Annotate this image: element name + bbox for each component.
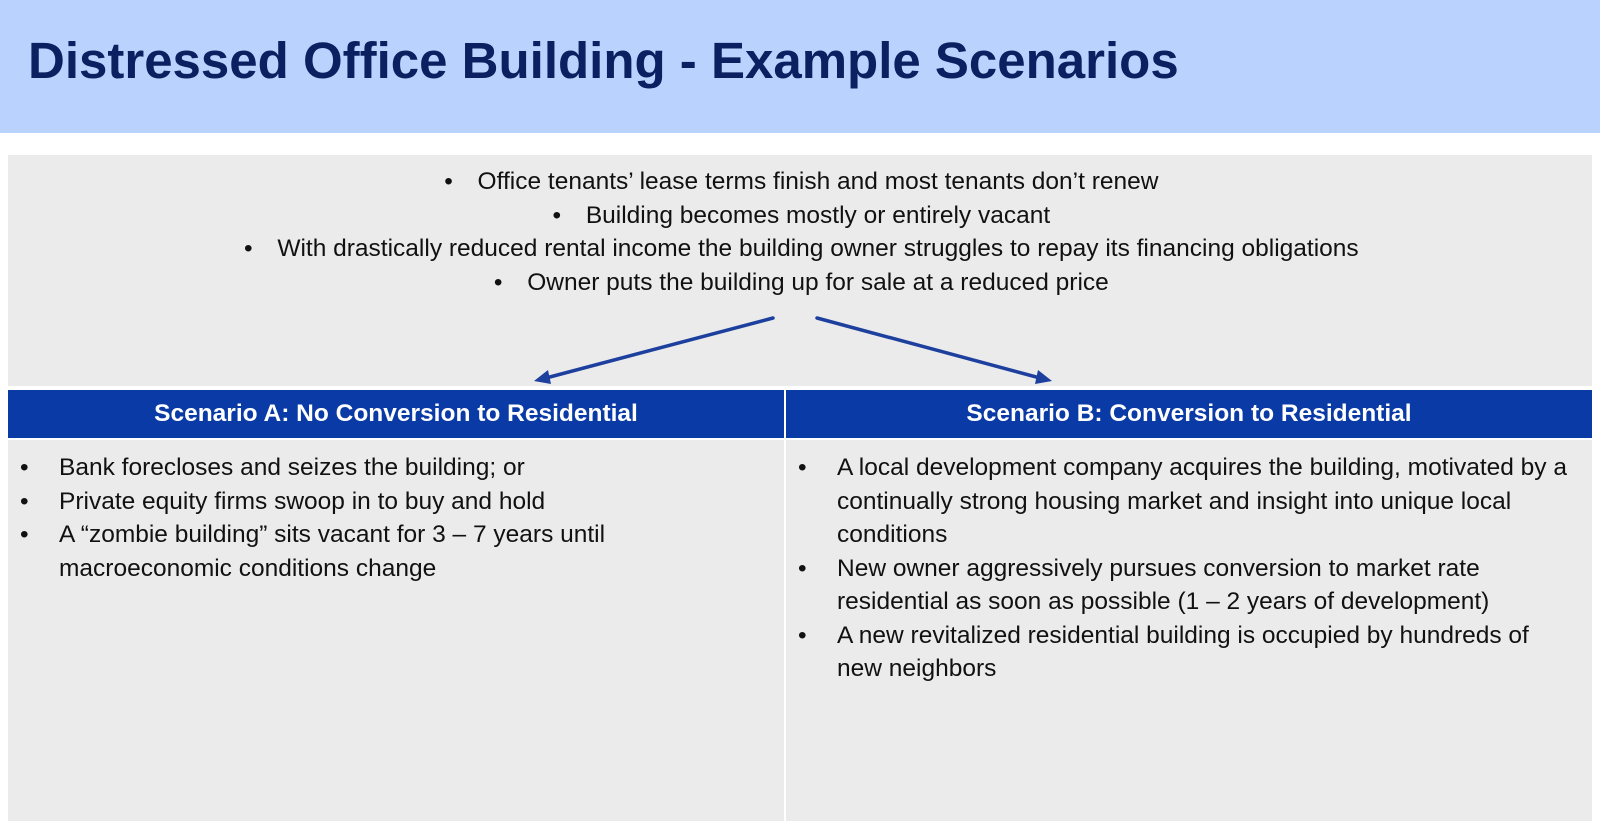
bullet-dot: • (244, 235, 253, 262)
list-item (786, 552, 1576, 619)
list-item (8, 485, 768, 519)
intro-bullet (8, 232, 1592, 266)
bullet-dot: • (444, 168, 453, 195)
scenario-b-body (786, 440, 1592, 821)
bullet-dot: • (20, 487, 29, 515)
scenario-a-body (8, 440, 784, 821)
bullet-dot: • (798, 454, 807, 481)
scenario-b-header (786, 390, 1592, 438)
intro-bullet-text: Office tenants’ lease terms finish and most tenants don’t renew (477, 168, 1159, 195)
intro-bullet-text: With drastically reduced rental income the building owner struggles to repay its financing obligations (277, 235, 1359, 262)
list-item-text: New owner aggressively pursues conversion to market rate residential as soon as possible (1 – 2 years of development) (837, 554, 1490, 615)
title-bar (0, 0, 1600, 133)
scenario-b-heading: Scenario B: Conversion to Residential (966, 400, 1412, 427)
intro-bullet (8, 165, 1592, 199)
intro-bullet (8, 199, 1592, 233)
list-item-text: A local development company acquires the building, motivated by a continually strong housing market and insight into unique local conditions (837, 454, 1567, 548)
bullet-dot: • (493, 268, 503, 296)
scenario-a-header (8, 390, 784, 438)
bullet-dot: • (798, 621, 807, 649)
list-item-text: A new revitalized residential building is occupied by hundreds of new neighbors (837, 621, 1529, 682)
list-item (8, 451, 768, 485)
bullet-dot: • (552, 201, 562, 229)
bullet-dot: • (20, 521, 29, 548)
intro-panel (8, 155, 1592, 386)
intro-bullet (8, 266, 1592, 300)
list-item (786, 451, 1576, 552)
list-item (786, 619, 1576, 686)
scenario-b-bullet-list (786, 451, 1576, 686)
intro-bullet-list (8, 165, 1592, 299)
scenario-a-heading: Scenario A: No Conversion to Residential (154, 400, 638, 427)
bullet-dot: • (20, 454, 29, 481)
list-item-text: A “zombie building” sits vacant for 3 – 7 years until macroeconomic conditions change (59, 521, 606, 582)
slide-title: Distressed Office Building - Example Scenarios (28, 32, 1179, 89)
list-item-text: Private equity firms swoop in to buy and hold (59, 487, 546, 515)
bullet-dot: • (798, 554, 807, 582)
scenario-a-bullet-list (8, 451, 768, 585)
intro-bullet-text: Owner puts the building up for sale at a reduced price (527, 268, 1109, 296)
list-item-text: Bank forecloses and seizes the building; or (59, 454, 525, 481)
list-item (8, 518, 768, 585)
intro-bullet-text: Building becomes mostly or entirely vacant (585, 201, 1051, 229)
